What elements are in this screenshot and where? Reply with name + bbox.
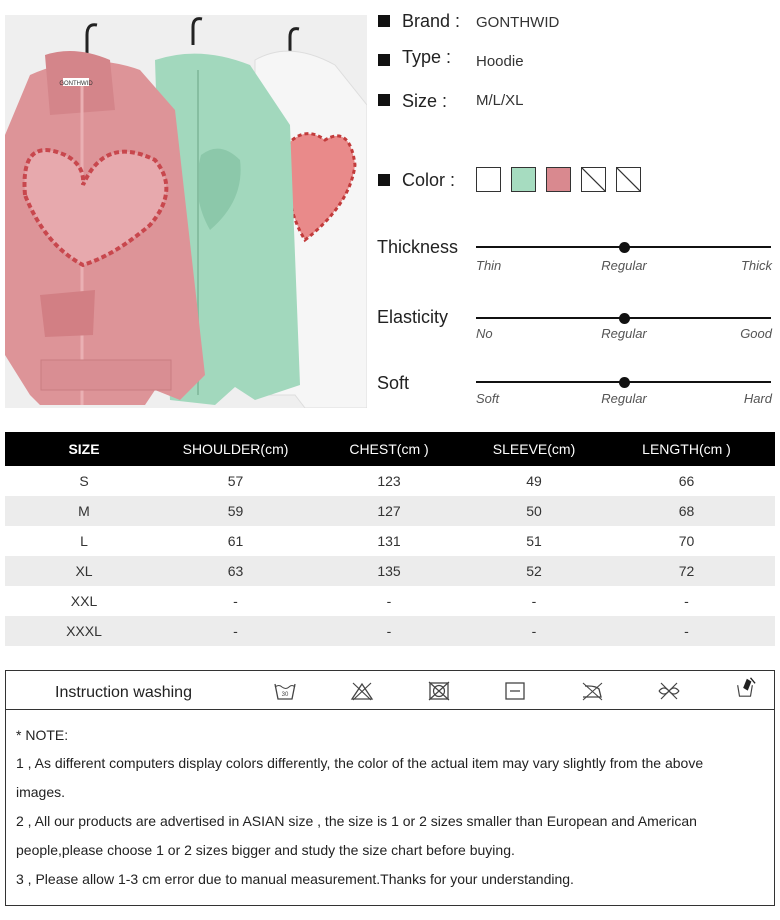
size-cell: 70 (678, 533, 695, 549)
do-not-dry-clean-icon (657, 680, 681, 702)
color-swatch-none[interactable] (616, 167, 641, 192)
elasticity-tick-mid: Regular (601, 326, 647, 341)
note-line-1: 1 , As different computers display colors differently, the color of the actual item may vary slightly from the above (16, 755, 704, 771)
size-cell: - (386, 593, 392, 609)
size-header-cell: SIZE (5, 432, 163, 466)
hoodie-illustration (5, 15, 367, 408)
size-header-cell: SHOULDER(cm) (163, 432, 308, 466)
notes-box (5, 709, 775, 906)
size-row (5, 496, 775, 526)
hand-wash-30-icon (273, 680, 297, 702)
soft-title: Soft (377, 373, 410, 393)
size-chart-table (5, 432, 775, 646)
size-header-cell: SLEEVE(cm) (470, 432, 598, 466)
washing-title: Instruction washing (55, 684, 192, 701)
size-cell: S (79, 473, 89, 489)
color-label: Color : (402, 170, 456, 190)
size-cell: - (308, 616, 470, 646)
note-line-2b: people,please choose 1 or 2 sizes bigger and study the size chart before buying. (16, 842, 515, 858)
size-cell: - (684, 593, 689, 609)
color-swatch-pink[interactable] (546, 167, 571, 192)
soft-tick-left: Soft (476, 391, 500, 406)
size-cell: L (80, 533, 88, 549)
color-swatch-none[interactable] (581, 167, 606, 192)
elasticity-tick-right: Good (740, 326, 772, 341)
type-value: Hoodie (476, 53, 524, 70)
size-cell: 72 (598, 556, 775, 586)
size-cell: - (163, 616, 308, 646)
size-cell: 63 (163, 556, 308, 586)
bullet-icon (378, 94, 390, 106)
soft-tick-right: Hard (743, 391, 772, 406)
soft-tick-mid: Regular (601, 391, 647, 406)
size-cell: - (233, 593, 238, 609)
thickness-tick-right: Thick (740, 258, 772, 273)
bullet-icon (378, 15, 390, 27)
bullet-icon (378, 54, 390, 66)
size-cell: XL (5, 556, 163, 586)
note-line-2: 2 , All our products are advertised in ASIAN size , the size is 1 or 2 sizes smaller than European and American (16, 813, 697, 829)
product-photo (5, 15, 367, 408)
size-cell: XXL (70, 593, 98, 609)
color-swatch-mint[interactable] (511, 167, 536, 192)
do-not-tumble-dry-icon (427, 680, 451, 702)
size-cell: 51 (526, 533, 542, 549)
elasticity-tick-left: No (476, 326, 493, 341)
thickness-title: Thickness (377, 237, 459, 257)
bullet-icon (378, 174, 390, 186)
size-cell: 66 (678, 473, 695, 489)
washing-instructions (5, 670, 775, 710)
size-cell: 127 (308, 496, 470, 526)
size-cell: 57 (227, 473, 244, 489)
size-cell: 59 (163, 496, 308, 526)
size-label: Size : (402, 91, 448, 111)
thickness-tick-mid: Regular (601, 258, 647, 273)
size-cell: - (598, 616, 775, 646)
size-cell: 49 (526, 473, 542, 489)
size-header-cell: LENGTH(cm ) (598, 432, 775, 466)
note-line-3: 3 , Please allow 1-3 cm error due to manual measurement.Thanks for your understanding. (16, 871, 574, 887)
size-header-cell: CHEST(cm ) (308, 432, 470, 466)
note-line-1b: images. (16, 784, 66, 800)
iron-low-icon (580, 680, 604, 702)
brand-tag-text: GONTHWID (59, 81, 93, 87)
size-cell: 135 (308, 556, 470, 586)
size-cell: 52 (470, 556, 598, 586)
brand-label: Brand : (402, 11, 461, 31)
color-swatch-white[interactable] (476, 167, 501, 192)
size-cell: M (5, 496, 163, 526)
size-cell: - (470, 616, 598, 646)
elasticity-scale-marker (619, 313, 630, 324)
size-cell: 50 (470, 496, 598, 526)
thickness-scale-marker (619, 242, 630, 253)
size-cell: 131 (377, 533, 401, 549)
size-value: M/L/XL (476, 92, 524, 109)
svg-text:30: 30 (281, 692, 289, 698)
type-label: Type : (402, 47, 452, 67)
size-row (5, 526, 775, 556)
dry-flat-icon (503, 680, 527, 702)
size-row (5, 556, 775, 586)
brand-value: GONTHWID (476, 14, 560, 31)
size-row (5, 466, 775, 496)
size-cell: - (531, 593, 537, 609)
note-heading: * NOTE: (16, 727, 69, 743)
size-cell: XXXL (5, 616, 163, 646)
size-row (5, 616, 775, 646)
soft-scale-marker (619, 377, 630, 388)
size-row (5, 586, 775, 616)
do-not-wring-icon (733, 676, 757, 698)
thickness-tick-left: Thin (476, 258, 502, 273)
elasticity-title: Elasticity (377, 307, 449, 327)
size-cell: 68 (598, 496, 775, 526)
do-not-bleach-icon (350, 680, 374, 702)
size-cell: 123 (377, 473, 401, 489)
size-cell: 61 (227, 533, 244, 549)
